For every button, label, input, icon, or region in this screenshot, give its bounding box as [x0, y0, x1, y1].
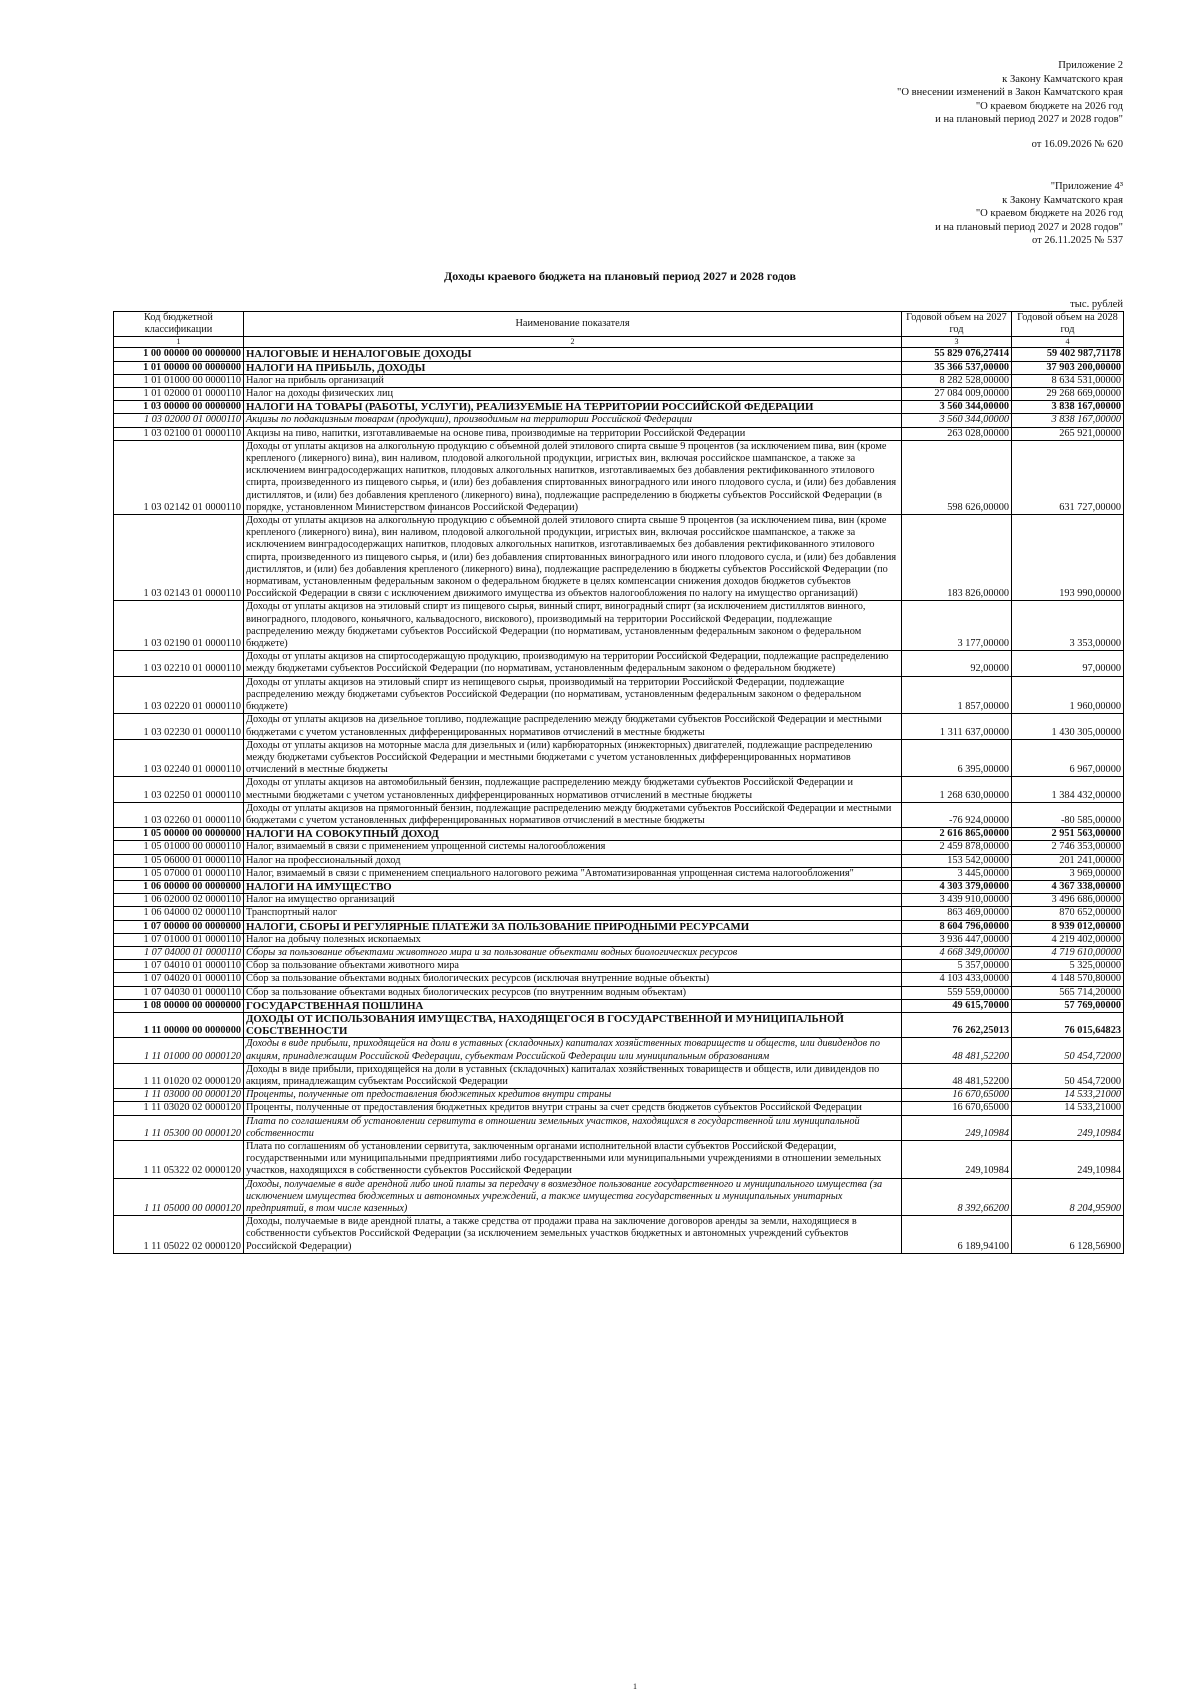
row-code: 1 03 02210 01 0000110	[114, 651, 244, 676]
table-row	[114, 1115, 1124, 1140]
row-value-2027: 183 826,00000	[902, 515, 1012, 601]
row-name: Налог, взимаемый в связи с применением специального налогового режима "Автоматизированная упрощенная система налогообложения"	[244, 867, 902, 880]
row-value-2028: 37 903 200,00000	[1012, 361, 1124, 374]
row-code: 1 11 05322 02 0000120	[114, 1141, 244, 1179]
appendix-header-line: Приложение 2	[1058, 60, 1123, 71]
table-row	[114, 1178, 1124, 1216]
row-code: 1 07 04030 01 0000110	[114, 986, 244, 999]
table-row	[114, 1012, 1124, 1037]
row-code: 1 03 02142 01 0000110	[114, 440, 244, 514]
row-value-2027: 8 604 796,00000	[902, 920, 1012, 933]
row-name: Проценты, полученные от предоставления бюджетных кредитов внутри страны за счет средств бюджетов субъектов Российской Федерации	[244, 1102, 902, 1115]
row-code: 1 07 04020 01 0000110	[114, 973, 244, 986]
page-number: 1	[633, 1682, 637, 1691]
row-name: Доходы от уплаты акцизов на моторные масла для дизельных и (или) карбюраторных (инжекторных) двигателей, подлежащие распределению между бюджетами субъектов Российской Федерации и местными бюджетами с учетом установленных дифференцированных нормативов отчислений в местные бюджеты	[244, 739, 902, 777]
row-value-2027: 3 445,00000	[902, 867, 1012, 880]
appendix-header-line: "О краевом бюджете на 2026 год	[975, 100, 1123, 112]
table-row	[114, 1063, 1124, 1088]
row-code: 1 07 04000 01 0000110	[114, 946, 244, 959]
table-row	[114, 440, 1124, 514]
table-row	[114, 414, 1124, 427]
table-row	[114, 973, 1124, 986]
table-row	[114, 348, 1124, 361]
row-name: Сбор за пользование объектами животного мира	[244, 960, 902, 973]
row-value-2027: 16 670,65000	[902, 1089, 1012, 1102]
table-row	[114, 933, 1124, 946]
table-row	[114, 739, 1124, 777]
row-value-2028: 50 454,72000	[1012, 1038, 1124, 1063]
row-code: 1 11 00000 00 0000000	[114, 1012, 244, 1037]
column-index: 2	[244, 337, 902, 348]
row-value-2027: 3 936 447,00000	[902, 933, 1012, 946]
row-name: НАЛОГОВЫЕ И НЕНАЛОГОВЫЕ ДОХОДЫ	[244, 348, 902, 361]
row-value-2027: 559 559,00000	[902, 986, 1012, 999]
row-value-2028: 14 533,21000	[1012, 1102, 1124, 1115]
row-value-2028: 76 015,64823	[1012, 1012, 1124, 1037]
row-value-2027: -76 924,00000	[902, 802, 1012, 827]
original-appendix-header-line: "О краевом бюджете на 2026 год	[975, 208, 1123, 220]
table-row	[114, 867, 1124, 880]
row-name: Доходы от уплаты акцизов на этиловый спирт из пищевого сырья, винный спирт, виноградный спирт (за исключением дистиллятов винного, виноградного, плодового, коньячного, кальвадосного, вискового), производимый на территории Российской Федерации, подлежащие распределению между бюджетами субъектов Российской Федерации (по нормативам, установленным федеральным законом о федеральном бюджете)	[244, 601, 902, 651]
row-name: ГОСУДАРСТВЕННАЯ ПОШЛИНА	[244, 999, 902, 1012]
row-name: Доходы от уплаты акцизов на алкогольную продукцию с объемной долей этилового спирта свыше 9 процентов (за исключением пива, вин (кроме крепленого (ликерного) вина), вин наливом, плодовой алкогольной продукции, игристых вин, включая российское шампанское, а также за исключением винградосодержащих напитков, плодовых алкогольных напитков, изготавливаемых без добавления ректификованного этилового спирта, произведенного из пищевого сырья, и (или) без добавления спиртованных виноградного или иного плодового сусла, и (или) без добавления дистиллятов, и (или) без добавления крепленого (ликерного) вина), подлежащие распределению в бюджеты субъектов Российской Федерации (в порядке, установленном Министерством финансов Российской Федерации)	[244, 440, 902, 514]
table-row	[114, 999, 1124, 1012]
row-value-2028: 1 384 432,00000	[1012, 777, 1124, 802]
table-row	[114, 777, 1124, 802]
row-code: 1 03 02100 01 0000110	[114, 427, 244, 440]
row-value-2027: 4 103 433,00000	[902, 973, 1012, 986]
row-value-2027: 598 626,00000	[902, 440, 1012, 514]
row-code: 1 11 05000 00 0000120	[114, 1178, 244, 1216]
row-code: 1 11 03020 02 0000120	[114, 1102, 244, 1115]
row-name: Доходы от уплаты акцизов на автомобильный бензин, подлежащие распределению между бюджетами субъектов Российской Федерации и местными бюджетами с учетом установленных дифференцированных нормативов отчислений в местные бюджеты	[244, 777, 902, 802]
table-row	[114, 515, 1124, 601]
row-value-2028: 6 128,56900	[1012, 1216, 1124, 1254]
table-row	[114, 960, 1124, 973]
row-name: Налог на прибыль организаций	[244, 374, 902, 387]
row-value-2028: 249,10984	[1012, 1141, 1124, 1179]
row-value-2027: 3 439 910,00000	[902, 894, 1012, 907]
document-title: Доходы краевого бюджета на плановый период 2027 и 2028 годов	[444, 269, 796, 283]
original-appendix-header-line: к Закону Камчатского края	[1002, 194, 1123, 206]
row-value-2027: 55 829 076,27414	[902, 348, 1012, 361]
appendix-header-line: к Закону Камчатского края	[1002, 73, 1123, 85]
row-code: 1 03 02000 01 0000110	[114, 414, 244, 427]
units-label: тыс. рублей	[1070, 299, 1123, 310]
row-value-2028: 4 719 610,00000	[1012, 946, 1124, 959]
row-name: Доходы от уплаты акцизов на алкогольную продукцию с объемной долей этилового спирта свыше 9 процентов (за исключением пива, вин (кроме крепленого (ликерного) вина), вин наливом, плодовой алкогольной продукции, игристых вин, включая российское шампанское, а также за исключением винградосодержащих напитков, плодовых алкогольных напитков, изготавливаемых без добавления ректификованного этилового спирта, произведенного из пищевого сырья, и (или) без добавления спиртованных виноградного или иного плодового сусла, и (или) без добавления дистиллятов, и (или) без добавления крепленого (ликерного) вина), подлежащие распределению в бюджеты субъектов Российской Федерации (по нормативам, установленным федеральным законом о федеральном бюджете в целях компенсации снижения доходов бюджетов субъектов Российской Федерации в связи с исключением движимого имущества из объектов налогообложения по налогу на имущество организаций)	[244, 515, 902, 601]
row-value-2027: 6 189,94100	[902, 1216, 1012, 1254]
row-value-2028: 201 241,00000	[1012, 854, 1124, 867]
original-appendix-header-line: и на плановый период 2027 и 2028 годов"	[935, 221, 1123, 233]
row-code: 1 01 00000 00 0000000	[114, 361, 244, 374]
row-value-2028: 249,10984	[1012, 1115, 1124, 1140]
row-code: 1 05 01000 00 0000110	[114, 841, 244, 854]
row-code: 1 07 00000 00 0000000	[114, 920, 244, 933]
row-value-2027: 1 311 637,00000	[902, 714, 1012, 739]
row-value-2027: 76 262,25013	[902, 1012, 1012, 1037]
column-header-2028: Годовой объем на 2028 год	[1012, 312, 1124, 337]
row-value-2028: 4 219 402,00000	[1012, 933, 1124, 946]
row-value-2028: 6 967,00000	[1012, 739, 1124, 777]
row-value-2027: 1 268 630,00000	[902, 777, 1012, 802]
row-value-2028: 4 148 570,80000	[1012, 973, 1124, 986]
row-value-2027: 6 395,00000	[902, 739, 1012, 777]
table-row	[114, 854, 1124, 867]
row-code: 1 08 00000 00 0000000	[114, 999, 244, 1012]
row-code: 1 03 02220 01 0000110	[114, 676, 244, 714]
row-value-2027: 3 560 344,00000	[902, 414, 1012, 427]
row-code: 1 11 05022 02 0000120	[114, 1216, 244, 1254]
row-value-2027: 249,10984	[902, 1141, 1012, 1179]
row-value-2027: 863 469,00000	[902, 907, 1012, 920]
row-code: 1 03 02143 01 0000110	[114, 515, 244, 601]
row-value-2027: 48 481,52200	[902, 1063, 1012, 1088]
table-row	[114, 986, 1124, 999]
appendix-header-line: и на плановый период 2027 и 2028 годов"	[935, 114, 1123, 126]
row-code: 1 11 05300 00 0000120	[114, 1115, 244, 1140]
row-value-2027: 16 670,65000	[902, 1102, 1012, 1115]
row-value-2027: 249,10984	[902, 1115, 1012, 1140]
column-index: 1	[114, 337, 244, 348]
row-name: Доходы от уплаты акцизов на спиртосодержащую продукцию, производимую на территории Российской Федерации, подлежащие распределению между бюджетами субъектов Российской Федерации (по нормативам, установленным федеральным законом о федеральном бюджете)	[244, 651, 902, 676]
table-row	[114, 388, 1124, 401]
table-row	[114, 841, 1124, 854]
row-value-2028: 631 727,00000	[1012, 440, 1124, 514]
row-code: 1 03 00000 00 0000000	[114, 401, 244, 414]
column-header-code: Код бюджетной классификации	[114, 312, 244, 337]
row-name: Проценты, полученные от предоставления бюджетных кредитов внутри страны	[244, 1089, 902, 1102]
row-value-2028: 2 951 563,00000	[1012, 828, 1124, 841]
row-value-2028: 1 430 305,00000	[1012, 714, 1124, 739]
row-value-2028: 3 969,00000	[1012, 867, 1124, 880]
row-code: 1 11 01000 00 0000120	[114, 1038, 244, 1063]
row-value-2027: 27 084 009,00000	[902, 388, 1012, 401]
row-name: Плата по соглашениям об установлении сервитута, заключенным органами исполнительной власти субъектов Российской Федерации, государственными или муниципальными предприятиями либо государственными или муниципальными учреждениями в отношении земельных участков, находящихся в собственности субъектов Российской Федерации	[244, 1141, 902, 1179]
row-value-2028: 97,00000	[1012, 651, 1124, 676]
row-code: 1 05 00000 00 0000000	[114, 828, 244, 841]
column-index-row	[114, 337, 1124, 348]
row-code: 1 00 00000 00 0000000	[114, 348, 244, 361]
table-body	[114, 348, 1124, 1253]
table-row	[114, 374, 1124, 387]
row-value-2027: 2 459 878,00000	[902, 841, 1012, 854]
row-code: 1 11 01020 02 0000120	[114, 1063, 244, 1088]
row-value-2028: 8 939 012,00000	[1012, 920, 1124, 933]
row-value-2027: 4 303 379,00000	[902, 880, 1012, 893]
table-header-row	[114, 312, 1124, 337]
table-row	[114, 1038, 1124, 1063]
row-value-2028: 3 838 167,00000	[1012, 414, 1124, 427]
row-value-2027: 49 615,70000	[902, 999, 1012, 1012]
row-code: 1 11 03000 00 0000120	[114, 1089, 244, 1102]
row-name: Сборы за пользование объектами животного мира и за пользование объектами водных биологических ресурсов	[244, 946, 902, 959]
row-value-2028: 8 634 531,00000	[1012, 374, 1124, 387]
column-header-2027: Годовой объем на 2027 год	[902, 312, 1012, 337]
table-row	[114, 880, 1124, 893]
row-name: Налог на имущество организаций	[244, 894, 902, 907]
row-name: ДОХОДЫ ОТ ИСПОЛЬЗОВАНИЯ ИМУЩЕСТВА, НАХОДЯЩЕГОСЯ В ГОСУДАРСТВЕННОЙ И МУНИЦИПАЛЬНОЙ СОБСТВЕННОСТИ	[244, 1012, 902, 1037]
row-value-2027: 1 857,00000	[902, 676, 1012, 714]
table-row	[114, 651, 1124, 676]
row-name: Доходы, получаемые в виде арендной либо иной платы за передачу в возмездное пользование государственного и муниципального имущества (за исключением имущества бюджетных и автономных учреждений, а также имущества государственных и муниципальных унитарных предприятий, в том числе казенных)	[244, 1178, 902, 1216]
row-value-2027: 2 616 865,00000	[902, 828, 1012, 841]
row-value-2028: 14 533,21000	[1012, 1089, 1124, 1102]
row-code: 1 01 02000 01 0000110	[114, 388, 244, 401]
row-value-2028: 565 714,20000	[1012, 986, 1124, 999]
row-value-2027: 35 366 537,00000	[902, 361, 1012, 374]
table-row	[114, 714, 1124, 739]
row-code: 1 03 02230 01 0000110	[114, 714, 244, 739]
row-name: Налог, взимаемый в связи с применением упрощенной системы налогообложения	[244, 841, 902, 854]
table-row	[114, 1141, 1124, 1179]
row-value-2028: 5 325,00000	[1012, 960, 1124, 973]
row-value-2028: 8 204,95900	[1012, 1178, 1124, 1216]
row-value-2027: 48 481,52200	[902, 1038, 1012, 1063]
table-row	[114, 401, 1124, 414]
row-value-2028: 870 652,00000	[1012, 907, 1124, 920]
row-name: Налог на профессиональный доход	[244, 854, 902, 867]
row-value-2028: 29 268 669,00000	[1012, 388, 1124, 401]
row-name: НАЛОГИ НА ТОВАРЫ (РАБОТЫ, УСЛУГИ), РЕАЛИЗУЕМЫЕ НА ТЕРРИТОРИИ РОССИЙСКОЙ ФЕДЕРАЦИИ	[244, 401, 902, 414]
row-code: 1 06 04000 02 0000110	[114, 907, 244, 920]
table-row	[114, 676, 1124, 714]
appendix-header-line: "О внесении изменений в Закон Камчатского края	[897, 87, 1123, 99]
column-header-name: Наименование показателя	[244, 312, 902, 337]
row-name: Доходы, получаемые в виде арендной платы, а также средства от продажи права на заключение договоров аренды за земли, находящиеся в собственности субъектов Российской Федерации (за исключением земельных участков бюджетных и автономных учреждений субъектов Российской Федерации)	[244, 1216, 902, 1254]
row-value-2028: 4 367 338,00000	[1012, 880, 1124, 893]
table-row	[114, 802, 1124, 827]
table-row	[114, 894, 1124, 907]
column-index: 4	[1012, 337, 1124, 348]
row-name: Налог на доходы физических лиц	[244, 388, 902, 401]
row-code: 1 03 02240 01 0000110	[114, 739, 244, 777]
row-name: Транспортный налог	[244, 907, 902, 920]
row-name: Плата по соглашениям об установлении сервитута в отношении земельных участков, находящихся в государственной или муниципальной собственности	[244, 1115, 902, 1140]
original-appendix-header	[935, 180, 1123, 248]
row-value-2027: 3 177,00000	[902, 601, 1012, 651]
row-value-2027: 3 560 344,00000	[902, 401, 1012, 414]
row-code: 1 05 06000 01 0000110	[114, 854, 244, 867]
appendix-date: от 16.09.2026 № 620	[1031, 139, 1123, 150]
table-row	[114, 427, 1124, 440]
table-row	[114, 1216, 1124, 1254]
row-value-2028: 193 990,00000	[1012, 515, 1124, 601]
original-appendix-header-line: от 26.11.2025 № 537	[1031, 235, 1123, 247]
row-name: Доходы от уплаты акцизов на этиловый спирт из непищевого сырья, производимый на территории Российской Федерации, подлежащие распределению между бюджетами субъектов Российской Федерации (по нормативам, установленным федеральным законом о федеральном бюджете)	[244, 676, 902, 714]
row-value-2028: 3 496 686,00000	[1012, 894, 1124, 907]
row-value-2027: 8 282 528,00000	[902, 374, 1012, 387]
row-value-2028: 2 746 353,00000	[1012, 841, 1124, 854]
row-name: Акцизы по подакцизным товарам (продукции), производимым на территории Российской Федерации	[244, 414, 902, 427]
row-code: 1 05 07000 01 0000110	[114, 867, 244, 880]
row-name: НАЛОГИ НА ИМУЩЕСТВО	[244, 880, 902, 893]
row-name: Доходы от уплаты акцизов на дизельное топливо, подлежащие распределению между бюджетами субъектов Российской Федерации и местными бюджетами с учетом установленных дифференцированных нормативов отчислений в местные бюджеты	[244, 714, 902, 739]
row-name: НАЛОГИ НА ПРИБЫЛЬ, ДОХОДЫ	[244, 361, 902, 374]
row-value-2028: 50 454,72000	[1012, 1063, 1124, 1088]
row-name: НАЛОГИ, СБОРЫ И РЕГУЛЯРНЫЕ ПЛАТЕЖИ ЗА ПОЛЬЗОВАНИЕ ПРИРОДНЫМИ РЕСУРСАМИ	[244, 920, 902, 933]
row-value-2027: 5 357,00000	[902, 960, 1012, 973]
row-value-2028: 59 402 987,71178	[1012, 348, 1124, 361]
row-value-2027: 4 668 349,00000	[902, 946, 1012, 959]
row-name: НАЛОГИ НА СОВОКУПНЫЙ ДОХОД	[244, 828, 902, 841]
table-row	[114, 907, 1124, 920]
table-row	[114, 601, 1124, 651]
row-code: 1 01 01000 00 0000110	[114, 374, 244, 387]
row-value-2028: 3 353,00000	[1012, 601, 1124, 651]
row-name: Сбор за пользование объектами водных биологических ресурсов (исключая внутренние водные объекты)	[244, 973, 902, 986]
row-code: 1 03 02260 01 0000110	[114, 802, 244, 827]
row-code: 1 07 04010 01 0000110	[114, 960, 244, 973]
row-name: Доходы в виде прибыли, приходящейся на доли в уставных (складочных) капиталах хозяйственных товариществ и обществ, или дивидендов по акциям, принадлежащим субъектам Российской Федерации	[244, 1063, 902, 1088]
row-value-2027: 8 392,66200	[902, 1178, 1012, 1216]
column-index: 3	[902, 337, 1012, 348]
row-value-2028: 57 769,00000	[1012, 999, 1124, 1012]
table-row	[114, 946, 1124, 959]
table-row	[114, 361, 1124, 374]
row-code: 1 07 01000 01 0000110	[114, 933, 244, 946]
original-appendix-header-line: "Приложение 4³	[1050, 181, 1123, 192]
row-code: 1 06 02000 02 0000110	[114, 894, 244, 907]
row-name: Налог на добычу полезных ископаемых	[244, 933, 902, 946]
row-value-2028: 3 838 167,00000	[1012, 401, 1124, 414]
row-value-2027: 92,00000	[902, 651, 1012, 676]
row-name: Доходы от уплаты акцизов на прямогонный бензин, подлежащие распределению между бюджетами субъектов Российской Федерации и местными бюджетами с учетом установленных дифференцированных нормативов отчислений в местные бюджеты	[244, 802, 902, 827]
table-row	[114, 828, 1124, 841]
row-name: Сбор за пользование объектами водных биологических ресурсов (по внутренним водным объектам)	[244, 986, 902, 999]
appendix-header	[897, 59, 1123, 127]
table-row	[114, 1102, 1124, 1115]
row-name: Доходы в виде прибыли, приходящейся на доли в уставных (складочных) капиталах хозяйственных товариществ и обществ, или дивидендов по акциям, принадлежащим Российской Федерации, субъектам Российской Федерации или муниципальным образованиям	[244, 1038, 902, 1063]
row-code: 1 06 00000 00 0000000	[114, 880, 244, 893]
row-code: 1 03 02250 01 0000110	[114, 777, 244, 802]
table-row	[114, 1089, 1124, 1102]
table-row	[114, 920, 1124, 933]
row-value-2028: -80 585,00000	[1012, 802, 1124, 827]
row-value-2027: 153 542,00000	[902, 854, 1012, 867]
row-value-2027: 263 028,00000	[902, 427, 1012, 440]
row-code: 1 03 02190 01 0000110	[114, 601, 244, 651]
row-name: Акцизы на пиво, напитки, изготавливаемые на основе пива, производимые на территории Российской Федерации	[244, 427, 902, 440]
revenue-table	[113, 311, 1124, 1254]
row-value-2028: 265 921,00000	[1012, 427, 1124, 440]
row-value-2028: 1 960,00000	[1012, 676, 1124, 714]
